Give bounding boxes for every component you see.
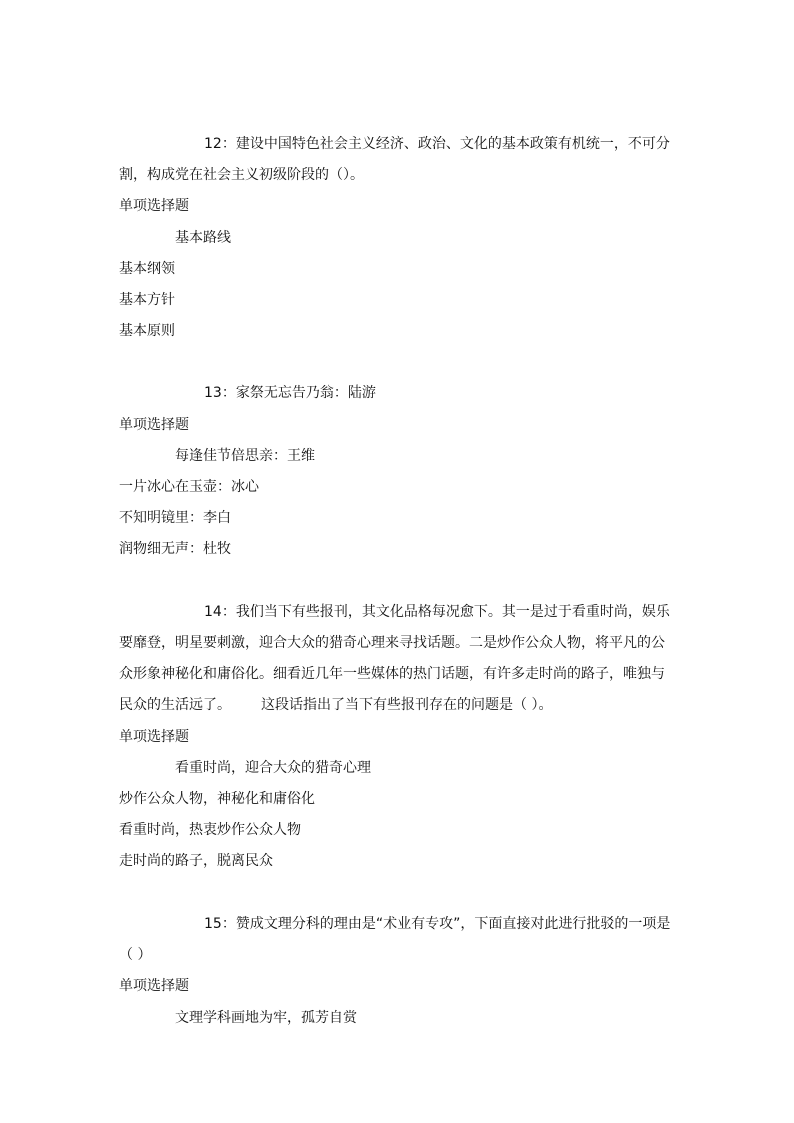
- question-14-option-b: 炒作公众人物，神秘化和庸俗化: [119, 791, 315, 807]
- question-13-line-1: 13：家祭无忘告乃翁：陆游: [204, 385, 376, 401]
- question-12-option-d: 基本原则: [119, 323, 175, 339]
- question-12-line-2: 割，构成党在社会主义初级阶段的（）。: [119, 167, 364, 183]
- question-13-option-a: 每逢佳节倍思亲：王维: [175, 448, 315, 464]
- question-12-type: 单项选择题: [119, 198, 189, 214]
- question-15-line-2: （ ）: [119, 947, 152, 963]
- question-14-line-4-part-b: 这段话指出了当下有些报刊存在的问题是（ ）。: [261, 697, 553, 713]
- question-14-line-4-part-a: 民众的生活远了。: [119, 697, 231, 713]
- question-14-line-4: [119, 696, 552, 714]
- question-12-line-1: 12：建设中国特色社会主义经济、政治、文化的基本政策有机统一，不可分: [204, 136, 670, 152]
- question-14-line-1: 14：我们当下有些报刊，其文化品格每况愈下。其一是过于看重时尚，娱乐: [204, 604, 670, 620]
- question-13-option-c: 不知明镜里：李白: [119, 510, 231, 526]
- question-13-type: 单项选择题: [119, 417, 189, 433]
- question-14-line-2: 要靡登，明星要刺激，迎合大众的猎奇心理来寻找话题。二是炒作公众人物，将平凡的公: [119, 635, 665, 651]
- question-12-option-a: 基本路线: [175, 230, 231, 246]
- question-14-option-c: 看重时尚，热衷炒作公众人物: [119, 822, 301, 838]
- question-13-option-b: 一片冰心在玉壶：冰心: [119, 479, 259, 495]
- question-12-option-b: 基本纲领: [119, 261, 175, 277]
- question-14-option-d: 走时尚的路子，脱离民众: [119, 853, 273, 869]
- question-15-line-1: 15：赞成文理分科的理由是“术业有专攻”，下面直接对此进行批驳的一项是: [204, 916, 671, 932]
- question-14-type: 单项选择题: [119, 729, 189, 745]
- question-14-line-3: 众形象神秘化和庸俗化。细看近几年一些媒体的热门话题，有许多走时尚的路子，唯独与: [119, 666, 665, 682]
- question-12-option-c: 基本方针: [119, 292, 175, 308]
- question-13-option-d: 润物细无声：杜牧: [119, 541, 231, 557]
- question-14-option-a: 看重时尚，迎合大众的猎奇心理: [175, 760, 371, 776]
- question-15-option-a: 文理学科画地为牢，孤芳自赏: [175, 1010, 357, 1026]
- question-15-type: 单项选择题: [119, 978, 189, 994]
